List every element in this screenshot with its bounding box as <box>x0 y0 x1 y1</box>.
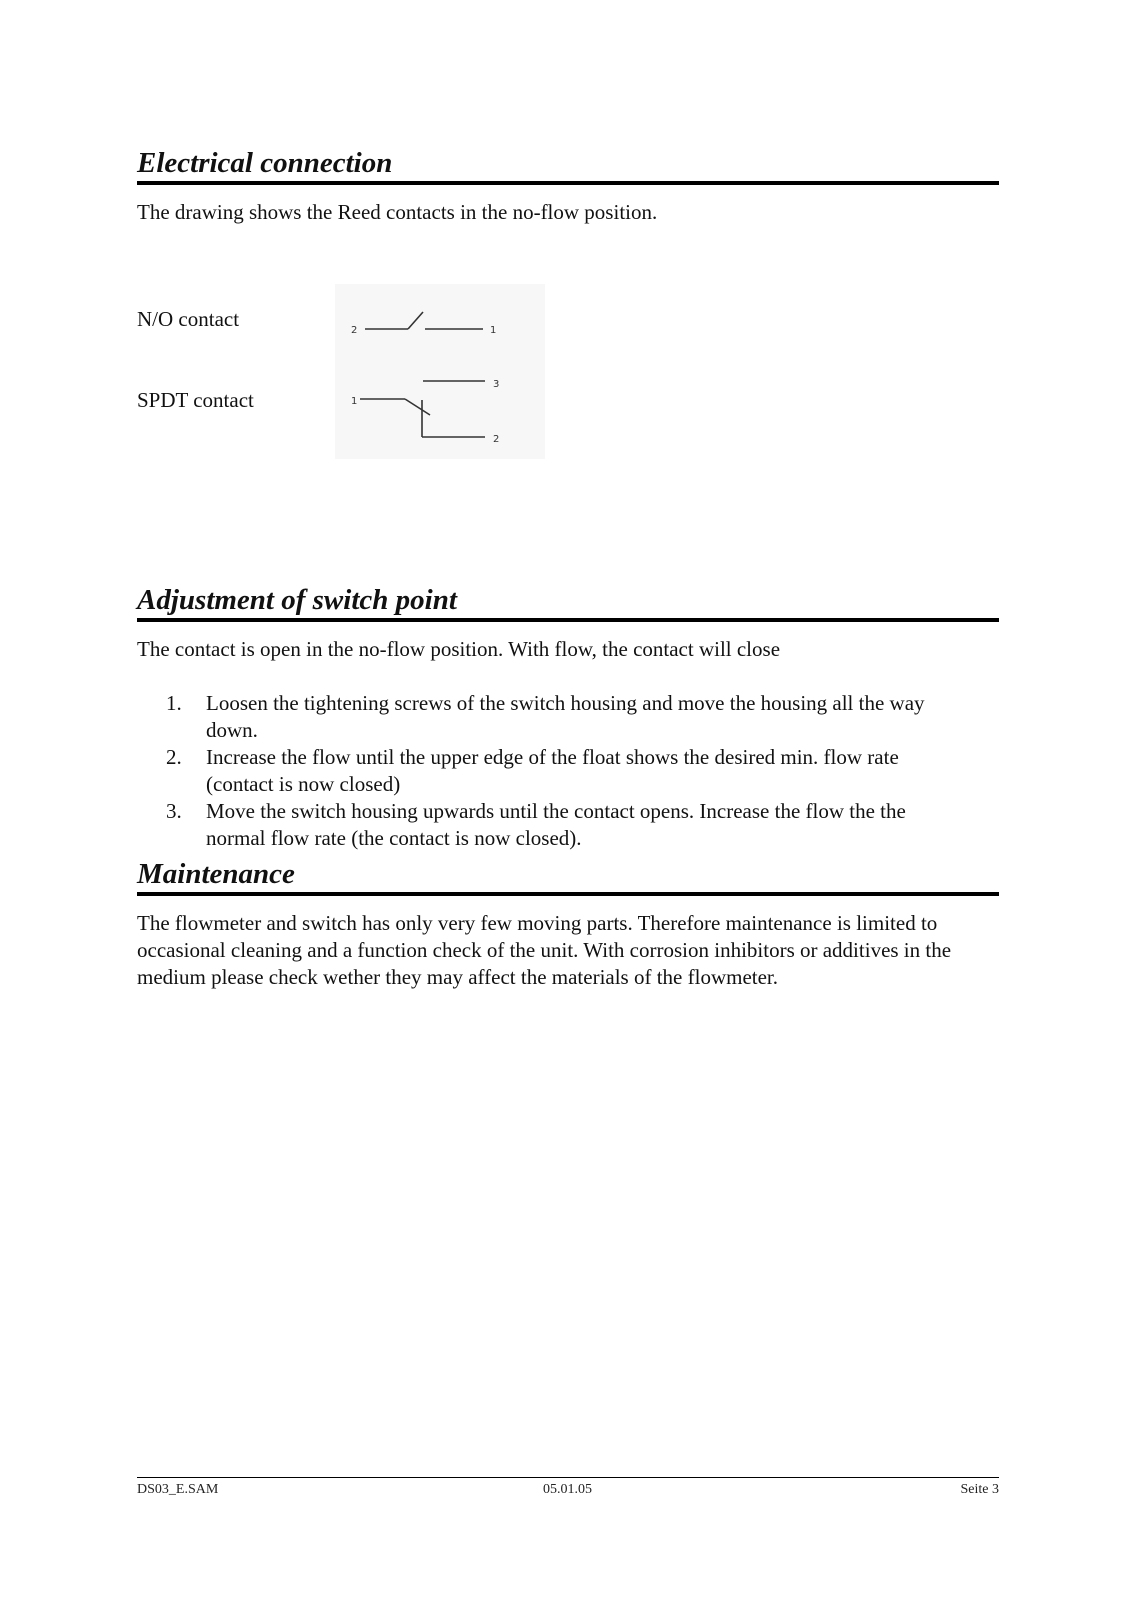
spdt-contact-label: SPDT contact <box>137 388 254 412</box>
step-number: 2. <box>166 745 182 769</box>
section-title-adjustment: Adjustment of switch point <box>137 583 999 622</box>
spdt-terminal-1: 1 <box>351 396 358 407</box>
adjustment-steps <box>166 690 966 852</box>
no-terminal-1: 1 <box>490 325 497 336</box>
step-number: 1. <box>166 691 182 715</box>
no-contact-label: N/O contact <box>137 307 240 331</box>
list-item <box>166 798 966 852</box>
footer-date: 05.01.05 <box>543 1482 592 1497</box>
section-title-electrical-connection: Electrical connection <box>137 146 999 185</box>
step-text: Loosen the tightening screws of the switch housing and move the housing all the way down. <box>206 691 925 742</box>
reed-contact-diagram <box>335 284 545 459</box>
step-text: Increase the flow until the upper edge of the float shows the desired min. flow rate (contact is now closed) <box>206 745 899 796</box>
electrical-description: The drawing shows the Reed contacts in the no-flow position. <box>137 200 658 224</box>
spdt-terminal-3: 3 <box>493 379 500 390</box>
footer-doc-id: DS03_E.SAM <box>137 1482 219 1497</box>
no-terminal-2: 2 <box>351 325 358 336</box>
step-text: Move the switch housing upwards until the contact opens. Increase the flow the the normal flow rate (the contact is now closed). <box>206 799 906 850</box>
list-item <box>166 744 966 798</box>
diagram-background <box>335 284 545 459</box>
adjustment-intro: The contact is open in the no-flow position. With flow, the contact will close <box>137 637 781 661</box>
maintenance-text: The flowmeter and switch has only very few moving parts. Therefore maintenance is limited to occasional cleaning and a function check of the unit. With corrosion inhibitors or additives in the medium please check wether they may affect the materials of the flowmeter. <box>137 911 952 989</box>
step-number: 3. <box>166 799 182 823</box>
list-item <box>166 690 966 744</box>
footer-page-number: Seite 3 <box>960 1482 999 1497</box>
spdt-terminal-2: 2 <box>493 434 500 445</box>
section-title-maintenance: Maintenance <box>137 857 999 896</box>
page-footer <box>137 1477 999 1497</box>
